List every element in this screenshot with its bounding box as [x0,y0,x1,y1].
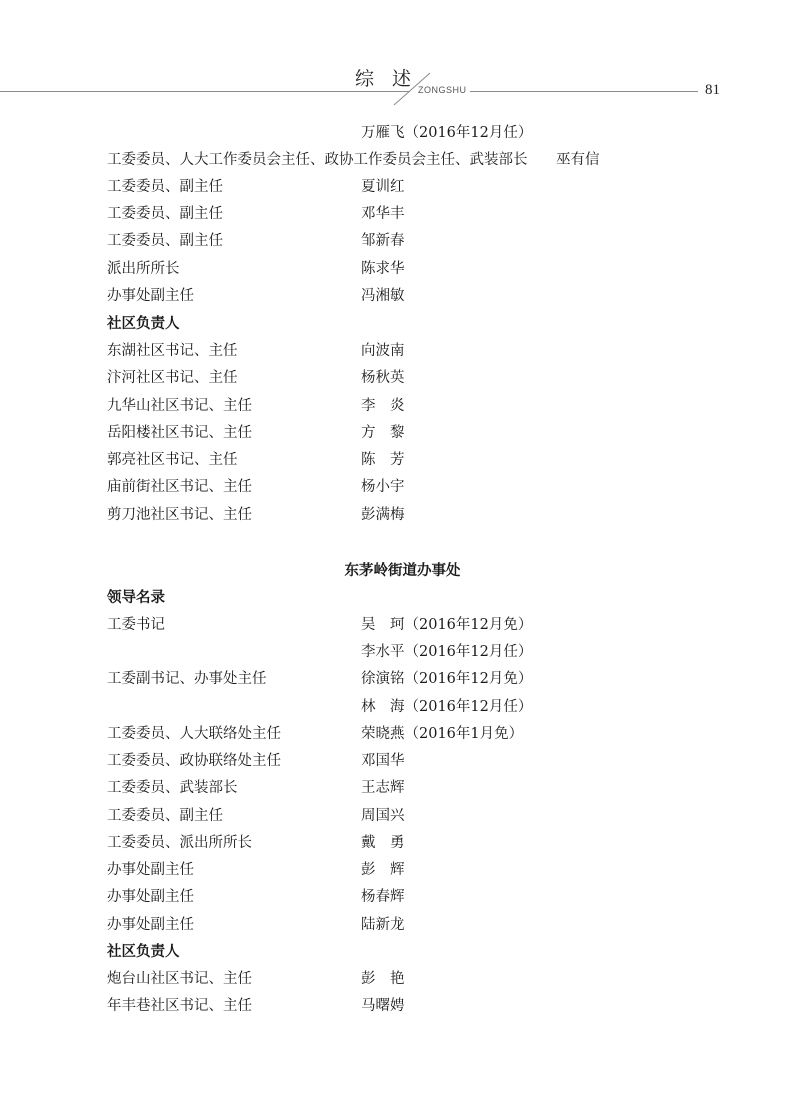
person-name: 彭满梅 [361,507,405,523]
person-name: 邓华丰 [361,206,405,222]
position-title: 工委委员、副主任 [107,233,223,249]
person-name: 王志辉 [361,780,405,796]
position-title: 年丰巷社区书记、主任 [107,998,252,1014]
header-rule-left [0,91,410,92]
leaders-heading: 领导名录 [107,590,165,606]
person-name: 杨春辉 [361,889,405,905]
person-name: 陈 芳 [361,452,405,468]
person-name: 彭 艳 [361,971,405,987]
position-title: 剪刀池社区书记、主任 [107,507,252,523]
person-name: 徐演铭（2016年12月免） [361,671,533,687]
position-title: 岳阳楼社区书记、主任 [107,425,252,441]
position-title: 工委委员、副主任 [107,206,223,222]
position-title: 办事处副主任 [107,288,194,304]
person-name: 巫有信 [556,152,600,168]
person-name: 杨小宇 [361,479,405,495]
person-name: 马曙娉 [361,998,405,1014]
position-title: 办事处副主任 [107,917,194,933]
position-title: 东湖社区书记、主任 [107,343,238,359]
position-title: 工委委员、政协联络处主任 [107,753,281,769]
community-heading: 社区负责人 [107,944,180,960]
community-heading: 社区负责人 [107,316,180,332]
section-title: 综 述 [355,68,418,90]
person-name: 戴 勇 [361,835,405,851]
person-name: 周国兴 [361,808,405,824]
section-subtitle: ZONGSHU [418,85,467,95]
position-title: 工委委员、派出所所长 [107,835,252,851]
person-name: 夏训红 [361,179,405,195]
header-rule-right [470,91,698,92]
position-title: 工委委员、人大联络处主任 [107,726,281,742]
position-title: 工委书记 [107,617,165,633]
position-title: 工委委员、副主任 [107,179,223,195]
page-header [0,0,805,110]
person-name: 李 炎 [361,398,405,414]
position-title: 九华山社区书记、主任 [107,398,252,414]
position-title: 工委委员、人大工作委员会主任、政协工作委员会主任、武装部长 [107,152,528,168]
position-title: 办事处副主任 [107,862,194,878]
person-name: 吴 珂（2016年12月免） [361,617,533,633]
person-name: 林 海（2016年12月任） [361,699,533,715]
person-name: 万雁飞（2016年12月任） [361,125,533,141]
position-title: 工委委员、副主任 [107,808,223,824]
person-name: 方 黎 [361,425,405,441]
position-title: 炮台山社区书记、主任 [107,971,252,987]
person-name: 向波南 [361,343,405,359]
person-name: 杨秋英 [361,370,405,386]
person-name: 邹新春 [361,233,405,249]
position-title: 工委副书记、办事处主任 [107,671,267,687]
office-heading: 东茅岭街道办事处 [344,563,461,579]
person-name: 陈求华 [361,261,405,277]
position-title: 庙前街社区书记、主任 [107,479,252,495]
position-title: 汴河社区书记、主任 [107,370,238,386]
person-name: 李水平（2016年12月任） [361,644,533,660]
person-name: 荣晓燕（2016年1月免） [361,726,524,742]
position-title: 办事处副主任 [107,889,194,905]
position-title: 派出所所长 [107,261,180,277]
person-name: 彭 辉 [361,862,405,878]
person-name: 邓国华 [361,753,405,769]
page-number: 81 [705,82,720,98]
person-name: 陆新龙 [361,917,405,933]
position-title: 工委委员、武装部长 [107,780,238,796]
person-name: 冯湘敏 [361,288,405,304]
position-title: 郭亮社区书记、主任 [107,452,238,468]
